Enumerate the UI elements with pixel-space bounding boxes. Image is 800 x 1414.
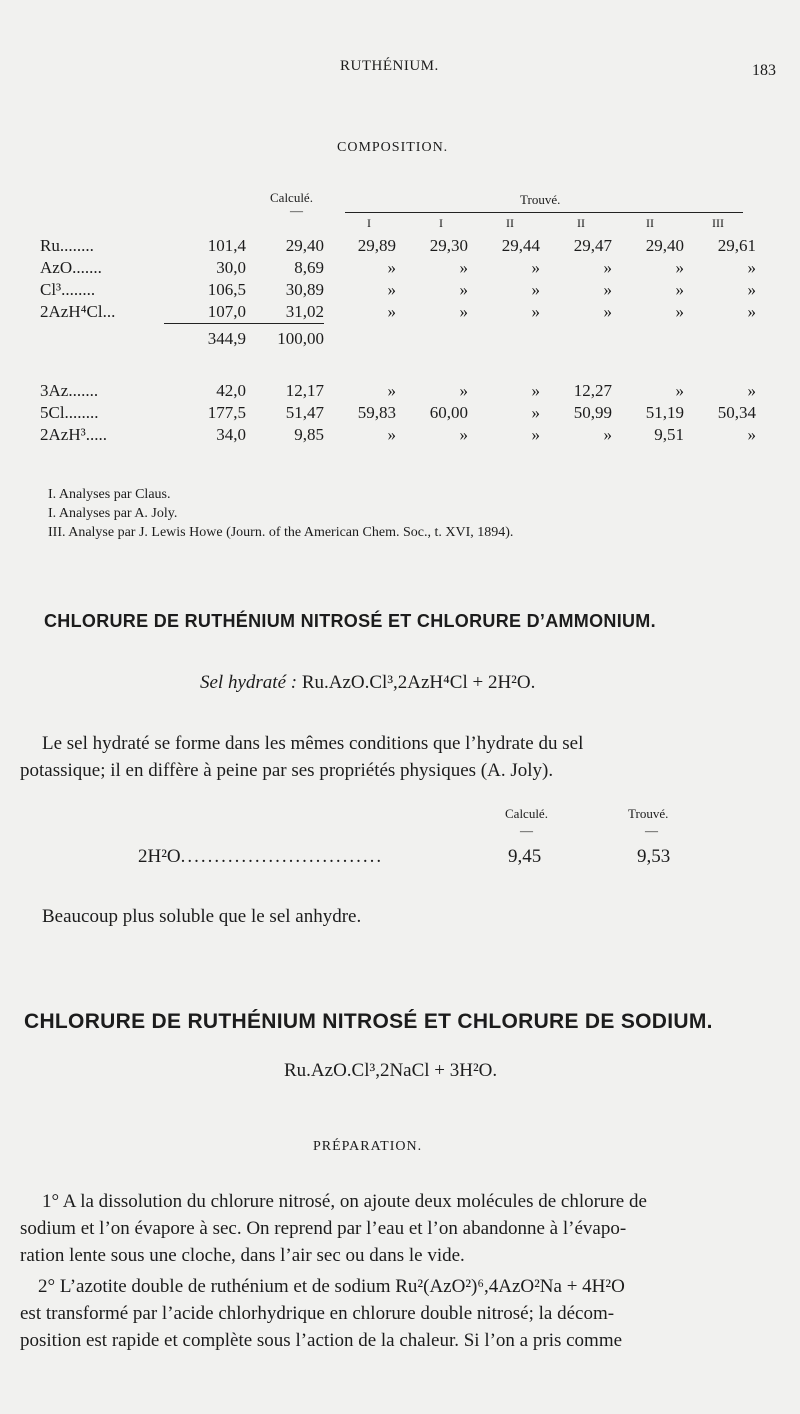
row-found: » [387, 280, 396, 299]
row-label: AzO....... [40, 258, 102, 277]
table-row [40, 257, 756, 279]
row-found: » [531, 403, 540, 422]
row-found: 60,00 [429, 403, 468, 422]
totals-row [40, 324, 756, 355]
row-weight: 106,5 [207, 280, 246, 299]
row-found: » [531, 258, 540, 277]
table-row [40, 279, 756, 301]
subtitle-formula: Ru.AzO.Cl³,2AzH⁴Cl + 2H²O. [301, 672, 536, 693]
table-row [40, 424, 756, 446]
found-dash: — [645, 823, 658, 838]
found-label: Trouvé. [628, 806, 669, 821]
row-weight: 30,0 [216, 258, 246, 277]
page-number: 183 [752, 62, 776, 79]
water-label: 2H²O [138, 846, 181, 867]
row-found: 51,19 [645, 403, 684, 422]
row-label: 5Cl........ [40, 403, 99, 422]
calc-dash: — [520, 823, 533, 838]
water-row [138, 843, 383, 870]
row-found: » [747, 425, 756, 444]
row-found: » [747, 280, 756, 299]
water-found: 9,53 [637, 846, 671, 867]
row-label: Cl³........ [40, 280, 96, 299]
note-line: I. Analyses par A. Joly. [48, 506, 178, 521]
analysis-notes [48, 485, 513, 542]
row-weight: 34,0 [216, 425, 246, 444]
found-col-2: I [439, 216, 443, 230]
row-found: » [459, 302, 468, 322]
paragraph-line: ration lente sous une cloche, dans l’air sec ou dans le vide. [20, 1245, 465, 1266]
paragraph-line: potassique; il en diffère à peine par ses propriétés physiques (A. Joly). [20, 760, 554, 781]
total-weight: 344,9 [164, 324, 254, 355]
row-found: 50,99 [573, 403, 612, 422]
table-spacer [40, 354, 756, 380]
paragraph-line: est transformé par l’acide chlorhydrique en chlorure double nitrosé; la décom- [20, 1303, 615, 1324]
section-subtitle [200, 672, 535, 694]
row-calc: 12,17 [285, 381, 324, 400]
row-found: » [531, 302, 540, 322]
row-found: 29,61 [717, 236, 756, 255]
row-found: » [387, 302, 396, 322]
note-line: I. Analyses par Claus. [48, 487, 171, 502]
total-calc: 100,00 [254, 324, 324, 355]
sodium-formula: Ru.AzO.Cl³,2NaCl + 3H²O. [284, 1060, 498, 1081]
water-calc: 9,45 [508, 846, 542, 867]
row-found: » [603, 258, 612, 277]
row-found: » [459, 381, 468, 400]
row-found: 29,40 [645, 236, 684, 255]
found-col-3: II [506, 216, 514, 230]
row-label: 2AzH⁴Cl... [40, 302, 116, 322]
paragraph-line: 2° L’azotite double de ruthénium et de sodium Ru²(AzO²)⁶,4AzO²Na + 4H²O [38, 1276, 625, 1297]
section-heading-sodium: CHLORURE DE RUTHÉNIUM NITROSÉ ET CHLORURE DE SODIUM. [24, 1010, 713, 1033]
running-title: RUTHÉNIUM. [340, 58, 439, 74]
paragraph-line: position est rapide et complète sous l’action de la chaleur. Si l’on a pris comme [20, 1330, 623, 1351]
composition-table [40, 235, 756, 446]
row-found: » [747, 258, 756, 277]
row-found: » [603, 280, 612, 299]
row-found: 9,51 [654, 425, 684, 444]
subtitle-italic: Sel hydraté : [200, 672, 298, 693]
row-found: 29,89 [357, 236, 396, 255]
row-found: » [459, 280, 468, 299]
row-found: » [387, 381, 396, 400]
row-found: » [531, 280, 540, 299]
preparation-title: PRÉPARATION. [313, 1139, 423, 1154]
row-found: 29,47 [573, 236, 612, 255]
found-column-header: Trouvé. [520, 192, 561, 207]
row-found: » [387, 258, 396, 277]
row-found: 29,44 [501, 236, 540, 255]
leader-dots: .............................. [180, 846, 384, 867]
row-found: » [459, 425, 468, 444]
row-found: » [675, 381, 684, 400]
paragraph-line: sodium et l’on évapore à sec. On reprend par l’eau et l’on abandonne à l’évapo- [20, 1218, 627, 1239]
table-row [40, 235, 756, 257]
row-found: 12,27 [573, 381, 612, 400]
found-col-5: II [646, 216, 654, 230]
row-weight: 42,0 [216, 381, 246, 400]
row-found: » [675, 302, 684, 322]
section-heading-ammonium: CHLORURE DE RUTHÉNIUM NITROSÉ ET CHLORURE D’AMMONIUM. [44, 611, 656, 631]
row-calc: 29,40 [285, 236, 324, 255]
row-weight: 101,4 [207, 236, 246, 255]
row-calc: 51,47 [285, 403, 324, 422]
row-found: » [531, 381, 540, 400]
paragraph-line: Le sel hydraté se forme dans les mêmes conditions que l’hydrate du sel [42, 733, 584, 754]
row-found: 50,34 [717, 403, 756, 422]
row-found: 29,30 [429, 236, 468, 255]
row-found: » [531, 425, 540, 444]
paragraph-line: 1° A la dissolution du chlorure nitrosé, on ajoute deux molécules de chlorure de [42, 1191, 647, 1212]
row-found: » [603, 302, 612, 322]
row-weight: 107,0 [207, 302, 246, 321]
row-found: » [387, 425, 396, 444]
row-calc: 9,85 [294, 425, 324, 444]
row-found: » [459, 258, 468, 277]
table-row [40, 380, 756, 402]
row-label: Ru........ [40, 236, 94, 255]
found-header-rule [345, 212, 743, 213]
row-found: » [603, 425, 612, 444]
solubility-note: Beaucoup plus soluble que le sel anhydre. [42, 906, 362, 927]
table-row [40, 402, 756, 424]
composition-title: COMPOSITION. [337, 140, 449, 155]
table-row [40, 301, 756, 324]
note-line: III. Analyse par J. Lewis Howe (Journ. of the American Chem. Soc., t. XVI, 1894). [48, 525, 514, 540]
calc-column-header: Calculé. [270, 190, 313, 205]
row-weight: 177,5 [207, 403, 246, 422]
row-calc: 31,02 [285, 302, 324, 321]
found-col-1: I [367, 216, 371, 230]
calc-column-dash: — [290, 203, 303, 218]
found-col-6: III [712, 216, 724, 230]
row-found: » [675, 280, 684, 299]
row-label: 3Az....... [40, 381, 99, 400]
row-calc: 30,89 [285, 280, 324, 299]
row-found: » [747, 381, 756, 400]
row-calc: 8,69 [294, 258, 324, 277]
found-col-4: II [577, 216, 585, 230]
row-label: 2AzH³..... [40, 425, 107, 444]
calc-label: Calculé. [505, 806, 548, 821]
row-found: » [675, 258, 684, 277]
row-found: » [747, 302, 756, 322]
row-found: 59,83 [357, 403, 396, 422]
